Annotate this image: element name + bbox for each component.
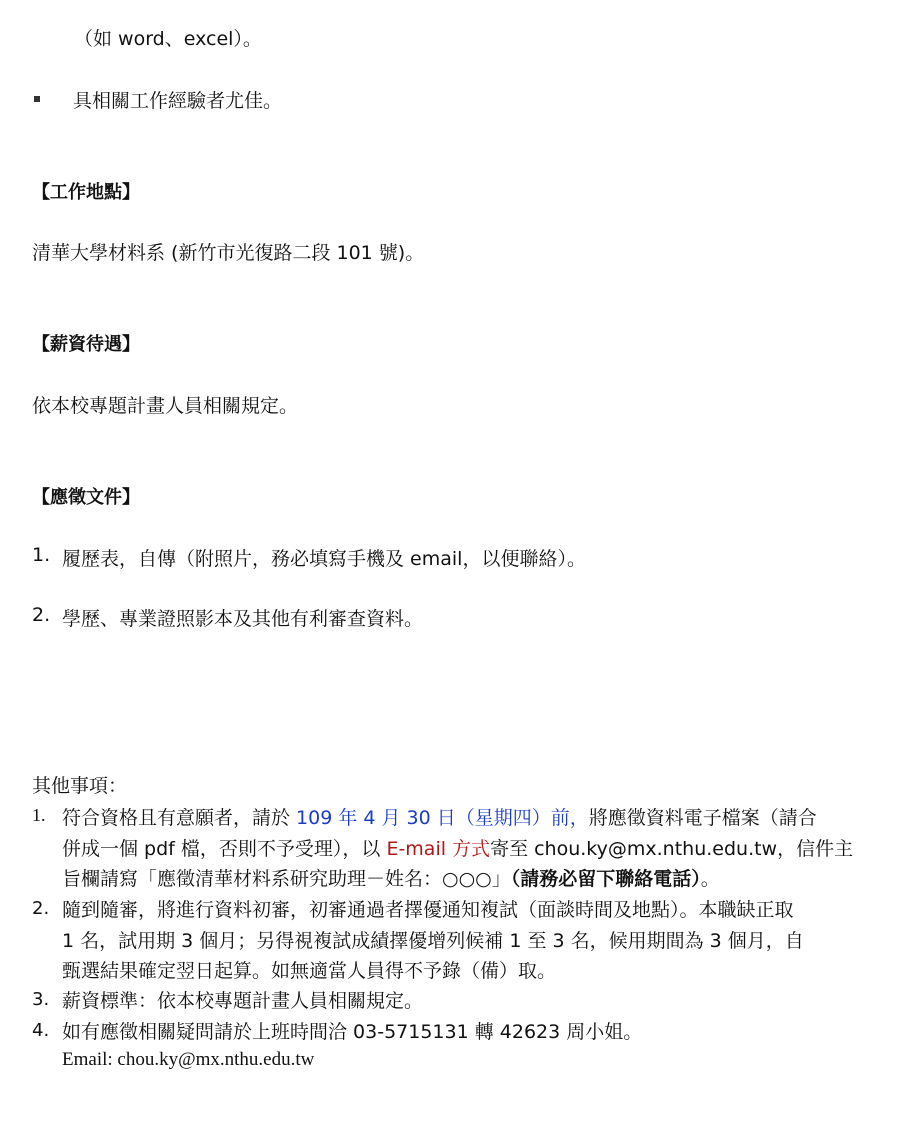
documents-item-number: 2.: [32, 604, 51, 626]
other-item1-line1: [62, 803, 817, 830]
email-method-text: E-mail 方式: [386, 838, 491, 860]
location-text: 清華大學材料系 (新竹市光復路二段 101 號)。: [32, 242, 425, 264]
salary-text: 依本校專題計畫人員相關規定。: [32, 395, 299, 417]
contact-phone-note: （請務必留下聯絡電話）: [510, 868, 701, 890]
other-item1-text: 。: [700, 868, 720, 890]
bullet-item: 具相關工作經驗者尤佳。: [73, 90, 283, 112]
deadline-text: 109 年 4 月 30 日（星期四）前，: [296, 807, 589, 829]
contact-email: Email: chou.ky@mx.nthu.edu.tw: [62, 1049, 315, 1070]
other-item1-line2: [62, 834, 853, 861]
other-item1-text: 符合資格且有意願者，請於: [62, 807, 297, 829]
other-item2-line2: 1 名，試用期 3 個月；另得視複試成績擇優增列候補 1 至 3 名，候用期間為 3 個月，自: [62, 930, 804, 952]
other-item1-text: 併成一個 pdf 檔，否則不予受理），以: [62, 838, 387, 860]
documents-item-text: 學歷、專業證照影本及其他有利審查資料。: [62, 608, 424, 630]
other-item1-text: 將應徵資料電子檔案（請合: [588, 807, 817, 829]
documents-item-text: 履歷表，自傳（附照片，務必填寫手機及 email，以便聯絡）。: [62, 548, 586, 570]
other-item-number: 3.: [32, 989, 50, 1010]
documents-heading: 【應徵文件】: [32, 487, 140, 508]
other-item-number: 4.: [32, 1020, 50, 1041]
other-item2-line1: 隨到隨審，將進行資料初審，初審通過者擇優通知複試（面談時間及地點）。本職缺正取: [62, 899, 794, 921]
other-item2-line3: 甄選結果確定翌日起算。如無適當人員得不予錄（備）取。: [62, 960, 557, 982]
documents-item-number: 1.: [32, 544, 51, 566]
other-item-number: 2.: [32, 898, 50, 919]
top-note: （如 word、excel）。: [74, 28, 262, 50]
bullet-square-icon: [34, 96, 40, 102]
location-heading: 【工作地點】: [32, 182, 140, 203]
other-heading: 其他事項：: [32, 775, 128, 797]
other-item1-text: 旨欄請寫「應徵清華材料系研究助理－姓名：○○○」: [62, 868, 511, 890]
other-item4-text: 如有應徵相關疑問請於上班時間洽 03-5715131 轉 42623 周小姐。: [62, 1021, 643, 1043]
other-item1-line3: [62, 864, 720, 891]
other-item3-text: 薪資標準：依本校專題計畫人員相關規定。: [62, 990, 424, 1012]
salary-heading: 【薪資待遇】: [32, 334, 140, 355]
other-item-number: 1.: [32, 805, 46, 825]
other-item1-text: 寄至 chou.ky@mx.nthu.edu.tw，信件主: [490, 838, 854, 860]
